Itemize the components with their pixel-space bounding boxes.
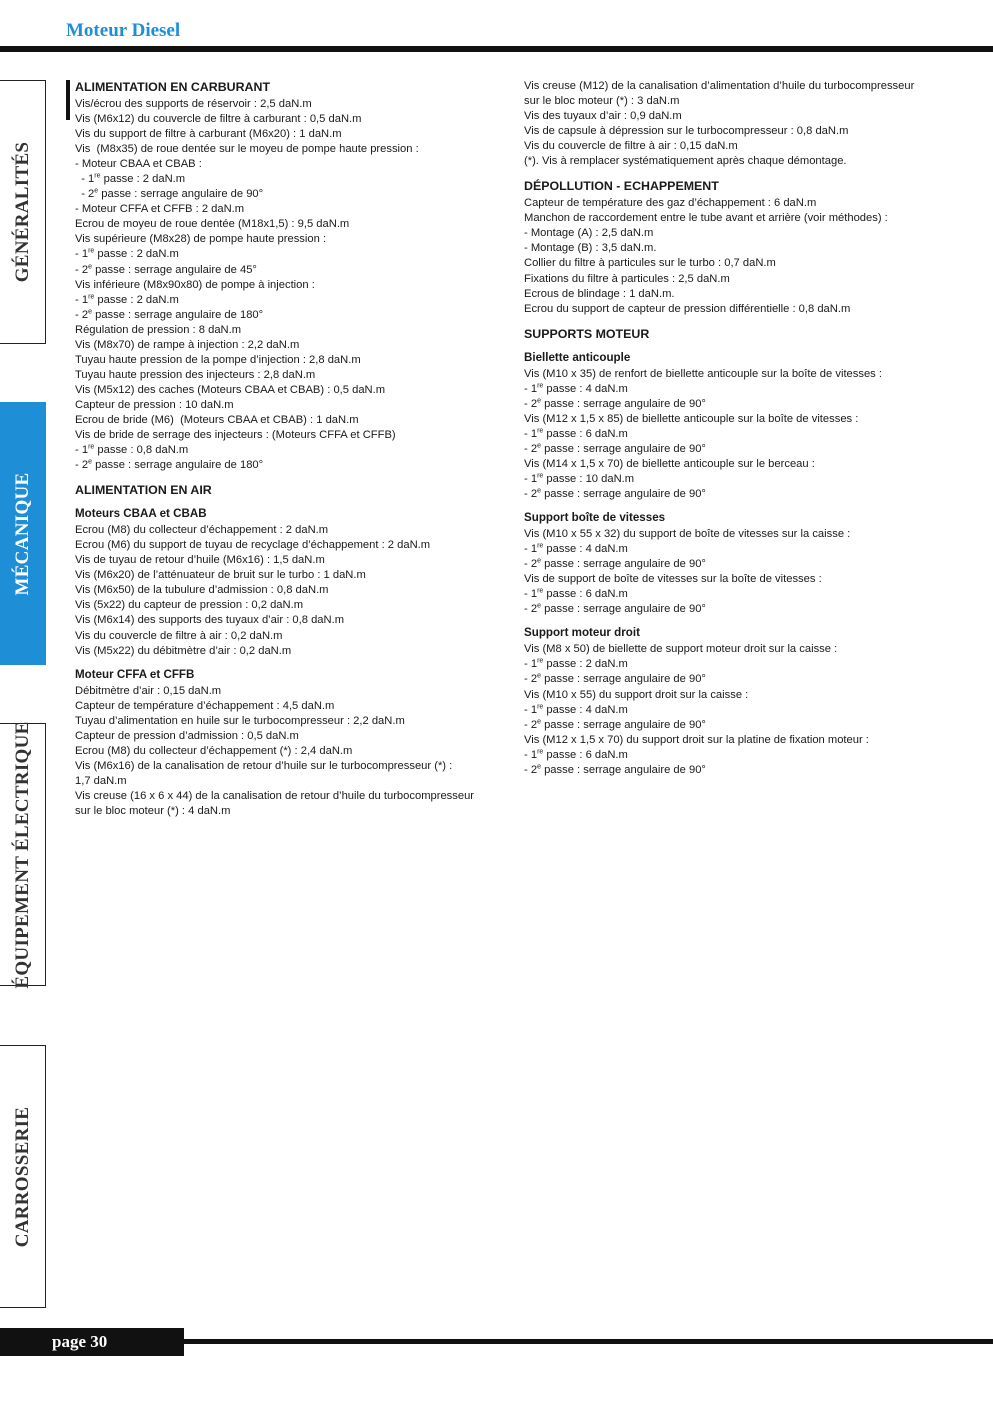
spec-line-prefix: - 1	[524, 382, 538, 395]
spec-line: 1,7 daN.m	[75, 774, 127, 787]
ordinal-suffix: re	[537, 587, 544, 595]
spec-line-suffix: passe : serrage angulaire de 90°	[540, 558, 706, 571]
ordinal-suffix: e	[537, 397, 541, 405]
ordinal-suffix: e	[537, 602, 541, 610]
spec-line	[524, 472, 964, 487]
spec-line: Ecrou (M8) du collecteur d’échappement : 2 daN.m	[75, 524, 329, 537]
spec-line-suffix: passe : serrage angulaire de 90°	[540, 488, 706, 501]
subsection-heading: Moteur CFFA et CFFB	[75, 667, 195, 681]
spec-line-suffix: passe : serrage angulaire de 90°	[98, 188, 264, 201]
spec-line: Vis de capsule à dépression sur le turbocompresseur : 0,8 daN.m	[524, 125, 849, 138]
spec-line-suffix: passe : 6 daN.m	[543, 588, 628, 601]
ordinal-suffix: e	[537, 442, 541, 450]
spec-line	[75, 187, 500, 202]
spec-line-prefix: - 2	[75, 308, 89, 321]
spec-line-suffix: passe : serrage angulaire de 90°	[540, 397, 706, 410]
ordinal-suffix: re	[537, 427, 544, 435]
spec-line: - Montage (B) : 3,5 daN.m.	[524, 242, 657, 255]
spec-line	[524, 382, 964, 397]
tab-mecanique-label: MÉCANIQUE	[11, 471, 33, 596]
spec-line: Vis (M6x50) de la tubulure d’admission : 0,8 daN.m	[75, 584, 329, 597]
spec-line-prefix: - 1	[75, 293, 89, 306]
spec-line	[75, 458, 500, 473]
ordinal-suffix: e	[537, 487, 541, 495]
subsection-heading: Support boîte de vitesses	[524, 511, 666, 525]
spec-line: Fixations du filtre à particules : 2,5 daN.m	[524, 272, 730, 285]
spec-line: Ecrou (M8) du collecteur d’échappement (*) : 2,4 daN.m	[75, 744, 353, 757]
ordinal-suffix: re	[88, 443, 95, 451]
spec-line: Vis (M5x22) du débitmètre d’air : 0,2 daN.m	[75, 644, 292, 657]
spec-line-prefix: - 1	[524, 658, 538, 671]
spec-line	[524, 657, 964, 672]
spec-line	[524, 397, 964, 412]
section-heading: SUPPORTS MOTEUR	[524, 326, 650, 341]
spec-line-suffix: passe : serrage angulaire de 180°	[91, 459, 264, 472]
spec-line-suffix: passe : serrage angulaire de 90°	[540, 442, 706, 455]
spec-line-suffix: passe : 4 daN.m	[543, 382, 628, 395]
tab-carrosserie-label: CARROSSERIE	[11, 1106, 33, 1247]
spec-line: Tuyau d’alimentation en huile sur le turbocompresseur : 2,2 daN.m	[75, 714, 405, 727]
spec-line: Vis creuse (16 x 6 x 44) de la canalisation de retour d’huile du turbocompresseur	[75, 789, 475, 802]
spec-line: Vis de support de boîte de vitesses sur la boîte de vitesses :	[524, 573, 822, 586]
spec-line-suffix: passe : 0,8 daN.m	[94, 444, 189, 457]
spec-line: Capteur de pression : 10 daN.m	[75, 398, 234, 411]
spec-line: Vis (M6x16) de la canalisation de retour d’huile sur le turbocompresseur (*) :	[75, 759, 453, 772]
tab-equipement-electrique-label: ÉQUIPEMENT ÉLECTRIQUE	[11, 720, 33, 989]
spec-line: Vis du support de filtre à carburant (M6x20) : 1 daN.m	[75, 128, 342, 141]
spec-line: Vis (M8x70) de rampe à injection : 2,2 daN.m	[75, 338, 300, 351]
tab-mecanique[interactable]	[0, 402, 46, 665]
tab-generalites-label: GÉNÉRALITÉS	[11, 141, 33, 283]
spec-line-suffix: passe : 4 daN.m	[543, 703, 628, 716]
spec-line: Vis (M5x12) des caches (Moteurs CBAA et CBAB) : 0,5 daN.m	[75, 383, 386, 396]
spec-line: Vis inférieure (M8x90x80) de pompe à injection :	[75, 278, 315, 291]
spec-line-suffix: passe : serrage angulaire de 90°	[540, 603, 706, 616]
ordinal-suffix: e	[537, 763, 541, 770]
right-column	[524, 79, 964, 778]
spec-line	[75, 443, 500, 458]
tab-carrosserie[interactable]	[0, 1045, 46, 1308]
ordinal-suffix: e	[88, 307, 92, 315]
spec-line: Capteur de température d’échappement : 4,5 daN.m	[75, 699, 335, 712]
spec-line-suffix: passe : 2 daN.m	[100, 173, 186, 186]
spec-line-prefix: - 2	[524, 397, 538, 410]
spec-line: - Moteur CBAA et CBAB :	[75, 158, 202, 171]
spec-line	[524, 542, 964, 557]
spec-line-prefix: - 1	[75, 248, 89, 261]
spec-line	[524, 748, 964, 763]
ordinal-suffix: e	[88, 262, 92, 270]
spec-line	[524, 487, 964, 502]
spec-line	[524, 602, 964, 617]
spec-line	[524, 587, 964, 602]
tab-generalites[interactable]	[0, 80, 46, 344]
spec-line: Tuyau haute pression des injecteurs : 2,8 daN.m	[75, 368, 316, 381]
spec-line-prefix: - 1	[524, 748, 538, 761]
spec-line-prefix: - 2	[75, 263, 89, 276]
spec-line-suffix: passe : 10 daN.m	[543, 472, 635, 485]
spec-line: Ecrous de blindage : 1 daN.m.	[524, 287, 675, 300]
spec-line: Ecrou du support de capteur de pression différentielle : 0,8 daN.m	[524, 302, 851, 315]
spec-line-suffix: passe : serrage angulaire de 180°	[91, 308, 264, 321]
ordinal-suffix: e	[537, 672, 541, 680]
ordinal-suffix: re	[537, 472, 544, 480]
spec-line: Ecrou (M6) du support de tuyau de recyclage d’échappement : 2 daN.m	[75, 539, 431, 552]
spec-line: Collier du filtre à particules sur le turbo : 0,7 daN.m	[524, 257, 776, 270]
ordinal-suffix: re	[537, 747, 544, 755]
spec-line-suffix: passe : 4 daN.m	[543, 543, 628, 556]
spec-line-prefix: - 1	[524, 472, 538, 485]
page-number: page 30	[52, 1332, 108, 1351]
spec-line-prefix: - 1	[524, 703, 538, 716]
spec-line-prefix: - 2	[524, 603, 538, 616]
spec-line: Vis (M12 x 1,5 x 85) de biellette anticouple sur la boîte de vitesses :	[524, 412, 859, 425]
spec-line-suffix: passe : 6 daN.m	[543, 427, 628, 440]
spec-line	[75, 172, 500, 187]
section-marker-bar	[66, 80, 70, 120]
spec-line-prefix: - 1	[524, 427, 538, 440]
spec-line-prefix: - 2	[524, 673, 538, 686]
spec-line: Capteur de température des gaz d’échappement : 6 daN.m	[524, 197, 817, 210]
spec-line: Vis creuse (M12) de la canalisation d’alimentation d’huile du turbocompresseur	[524, 80, 915, 92]
document-title: Moteur Diesel	[66, 20, 181, 41]
spec-line-prefix: - 1	[75, 173, 95, 186]
spec-line: Vis (M10 x 55) du support droit sur la caisse :	[524, 688, 749, 701]
spec-line-suffix: passe : 2 daN.m	[94, 293, 179, 306]
spec-line-prefix: - 2	[524, 763, 538, 776]
section-heading: ALIMENTATION EN CARBURANT	[75, 80, 271, 94]
ordinal-suffix: e	[94, 187, 99, 195]
ordinal-suffix: e	[537, 557, 541, 565]
spec-line: Vis/écrou des supports de réservoir : 2,5 daN.m	[75, 98, 312, 110]
ordinal-suffix: re	[537, 381, 544, 389]
spec-line	[75, 247, 500, 262]
subsection-heading: Moteurs CBAA et CBAB	[75, 507, 207, 521]
spec-line-prefix: - 1	[524, 543, 538, 556]
ordinal-suffix: re	[537, 702, 544, 710]
spec-line: Vis (M6x12) du couvercle de filtre à carburant : 0,5 daN.m	[75, 113, 362, 126]
spec-line	[75, 293, 500, 308]
spec-line-suffix: passe : serrage angulaire de 90°	[540, 673, 706, 686]
spec-line-suffix: passe : serrage angulaire de 90°	[540, 718, 706, 731]
spec-line: Vis (M8x35) de roue dentée sur le moyeu de pompe haute pression :	[75, 143, 419, 156]
spec-line: (*). Vis à remplacer systématiquement après chaque démontage.	[524, 155, 847, 168]
spec-line: Ecrou de moyeu de roue dentée (M18x1,5) : 9,5 daN.m	[75, 218, 350, 231]
spec-line: - Moteur CFFA et CFFB : 2 daN.m	[75, 203, 245, 216]
spec-line-prefix: - 2	[524, 488, 538, 501]
spec-line-prefix: - 2	[75, 459, 89, 472]
subsection-heading: Biellette anticouple	[524, 350, 631, 364]
spec-line: Débitmètre d’air : 0,15 daN.m	[75, 684, 222, 697]
spec-line: Vis (M14 x 1,5 x 70) de biellette anticouple sur le berceau :	[524, 457, 815, 470]
spec-line: Manchon de raccordement entre le tube avant et arrière (voir méthodes) :	[524, 212, 888, 225]
spec-line: Régulation de pression : 8 daN.m	[75, 323, 242, 336]
spec-line	[524, 672, 964, 687]
ordinal-suffix: re	[88, 292, 95, 300]
spec-line-prefix: - 1	[75, 444, 89, 457]
spec-line	[524, 557, 964, 572]
left-column	[75, 79, 500, 819]
spec-line: sur le bloc moteur (*) : 3 daN.m	[524, 95, 680, 108]
spec-line-prefix: - 2	[524, 442, 538, 455]
spec-line-suffix: passe : 6 daN.m	[543, 748, 628, 761]
spec-line: Vis du couvercle de filtre à air : 0,15 daN.m	[524, 140, 738, 153]
ordinal-suffix: e	[88, 458, 92, 466]
ordinal-suffix: re	[537, 657, 544, 665]
spec-line: Vis (M6x20) de l’atténuateur de bruit sur le turbo : 1 daN.m	[75, 569, 366, 582]
spec-line	[75, 308, 500, 323]
spec-line: Vis (M10 x 35) de renfort de biellette anticouple sur la boîte de vitesses :	[524, 367, 882, 380]
spec-line: Tuyau haute pression de la pompe d’injection : 2,8 daN.m	[75, 353, 361, 366]
section-heading: ALIMENTATION EN AIR	[75, 483, 212, 498]
spec-line: Vis (M8 x 50) de biellette de support moteur droit sur la caisse :	[524, 643, 838, 656]
spec-line: Ecrou de bride (M6) (Moteurs CBAA et CBAB) : 1 daN.m	[75, 413, 359, 426]
spec-line: Vis (M10 x 55 x 32) du support de boîte de vitesses sur la caisse :	[524, 528, 851, 541]
spec-line: Vis des tuyaux d’air : 0,9 daN.m	[524, 110, 682, 123]
spec-line-suffix: passe : 2 daN.m	[543, 658, 628, 671]
spec-line: Vis de tuyau de retour d’huile (M6x16) : 1,5 daN.m	[75, 554, 325, 567]
spec-line	[524, 442, 964, 457]
spec-line-suffix: passe : 2 daN.m	[94, 248, 179, 261]
subsection-heading: Support moteur droit	[524, 626, 640, 640]
spec-line	[524, 718, 964, 733]
header-rule	[0, 46, 993, 52]
spec-line: - Montage (A) : 2,5 daN.m	[524, 227, 654, 240]
tab-equipement-electrique[interactable]	[0, 720, 46, 989]
spec-line: Vis (M6x14) des supports des tuyaux d’air : 0,8 daN.m	[75, 614, 345, 627]
spec-line-prefix: - 2	[524, 718, 538, 731]
spec-line	[524, 703, 964, 718]
spec-line	[75, 263, 500, 278]
section-heading: DÉPOLLUTION - ECHAPPEMENT	[524, 179, 719, 194]
ordinal-suffix: re	[88, 247, 95, 255]
spec-line: sur le bloc moteur (*) : 4 daN.m	[75, 804, 231, 817]
spec-line	[524, 427, 964, 442]
spec-line-suffix: passe : serrage angulaire de 90°	[540, 763, 706, 776]
spec-line-prefix: - 2	[75, 188, 95, 201]
ordinal-suffix: re	[94, 172, 101, 180]
spec-line: Vis (5x22) du capteur de pression : 0,2 daN.m	[75, 599, 304, 612]
ordinal-suffix: e	[537, 717, 541, 725]
spec-line: Vis (M12 x 1,5 x 70) du support droit sur la platine de fixation moteur :	[524, 733, 869, 746]
spec-line-prefix: - 1	[524, 588, 538, 601]
ordinal-suffix: re	[537, 542, 544, 550]
spec-line: Capteur de pression d’admission : 0,5 daN.m	[75, 729, 299, 742]
spec-line: Vis de bride de serrage des injecteurs : (Moteurs CFFA et CFFB)	[75, 429, 396, 442]
spec-line: Vis du couvercle de filtre à air : 0,2 daN.m	[75, 629, 283, 642]
spec-line-prefix: - 2	[524, 558, 538, 571]
spec-line	[524, 763, 964, 778]
spec-line-suffix: passe : serrage angulaire de 45°	[91, 263, 257, 276]
spec-line: Vis supérieure (M8x28) de pompe haute pression :	[75, 233, 327, 246]
